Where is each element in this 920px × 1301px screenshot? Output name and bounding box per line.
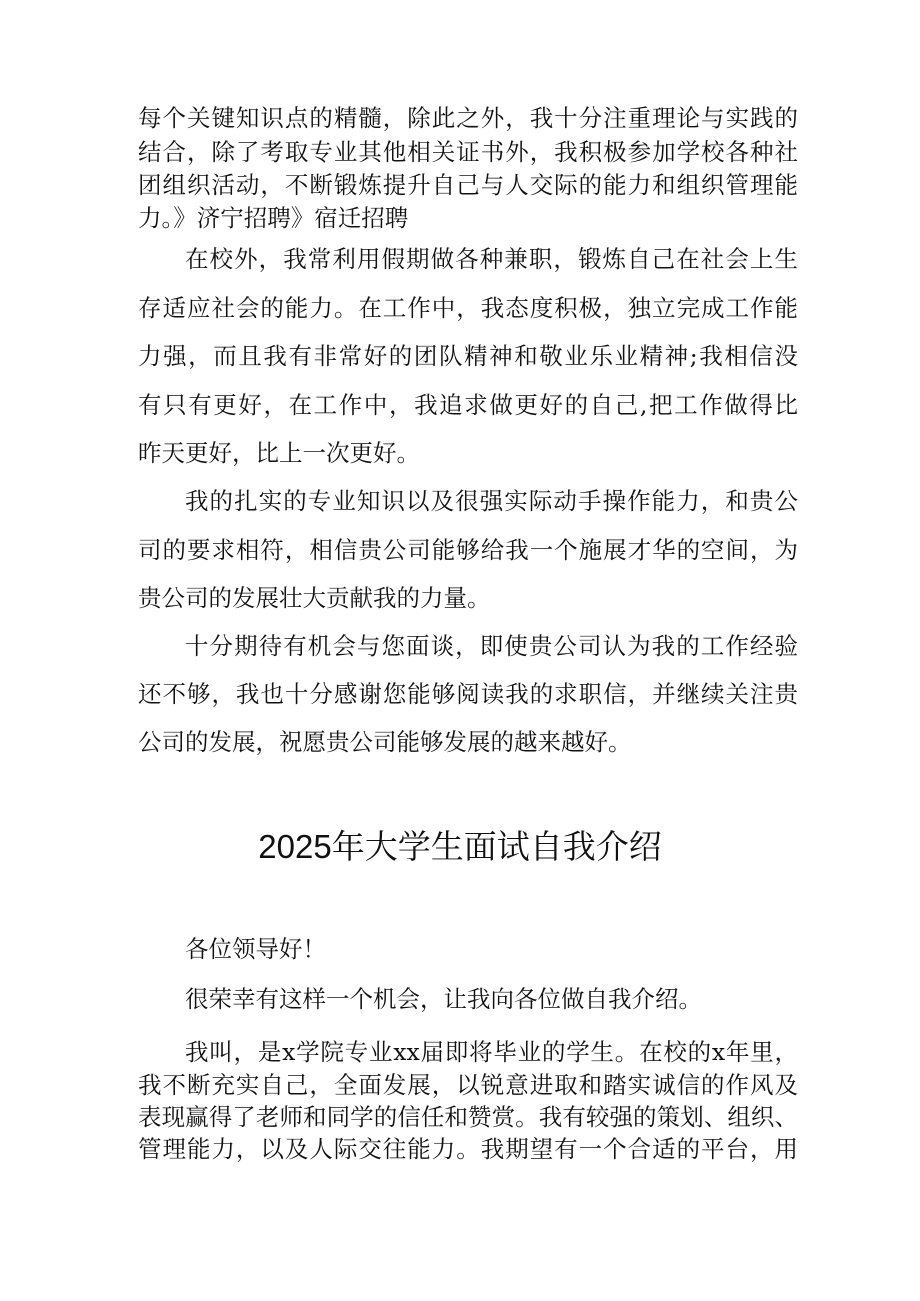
paragraph-line: 管理能力，以及人际交往能力。我期望有一个合适的平台，用: [138, 1135, 798, 1163]
paragraph-line: 表现赢得了老师和同学的信任和赞赏。我有较强的策划、组织、: [138, 1103, 798, 1131]
intro-line: 很荣幸有这样一个机会，让我向各位做自我介绍。: [185, 985, 702, 1013]
paragraph-line: 我的扎实的专业知识以及很强实际动手操作能力，和贵公: [185, 487, 798, 515]
greeting: 各位领导好！: [185, 935, 326, 963]
paragraph-line: 在校外，我常利用假期做各种兼职，锻炼自己在社会上生: [185, 245, 798, 273]
paragraph-line: 结合，除了考取专业其他相关证书外，我积极参加学校各种社: [138, 138, 798, 166]
paragraph-line: 昨天更好，比上一次更好。: [138, 439, 420, 467]
paragraph-line: 力。》济宁招聘》宿迁招聘: [138, 204, 409, 232]
paragraph-line: 我叫，是x学院专业xx届即将毕业的学生。在校的x年里，: [185, 1038, 798, 1066]
paragraph-line: 司的要求相符，相信贵公司能够给我一个施展才华的空间，为: [138, 536, 798, 564]
paragraph-line: 每个关键知识点的精髓，除此之外，我十分注重理论与实践的: [138, 104, 798, 132]
paragraph-line: 存适应社会的能力。在工作中，我态度积极，独立完成工作能: [138, 294, 798, 322]
paragraph-line: 团组织活动，不断锻炼提升自己与人交际的能力和组织管理能: [138, 171, 798, 199]
paragraph-line: 十分期待有机会与您面谈，即使贵公司认为我的工作经验: [185, 632, 798, 660]
section-title: 2025年大学生面试自我介绍: [258, 828, 662, 865]
paragraph-line: 贵公司的发展壮大贡献我的力量。: [138, 584, 491, 612]
paragraph-line: 力强，而且我有非常好的团队精神和敬业乐业精神;我相信没: [138, 342, 798, 370]
paragraph-line: 有只有更好，在工作中，我追求做更好的自己,把工作做得比: [138, 391, 798, 419]
paragraph-line: 公司的发展，祝愿贵公司能够发展的越来越好。: [138, 728, 632, 756]
paragraph-line: 还不够，我也十分感谢您能够阅读我的求职信，并继续关注贵: [138, 680, 798, 708]
paragraph-line: 我不断充实自己，全面发展，以锐意进取和踏实诚信的作风及: [138, 1071, 798, 1099]
